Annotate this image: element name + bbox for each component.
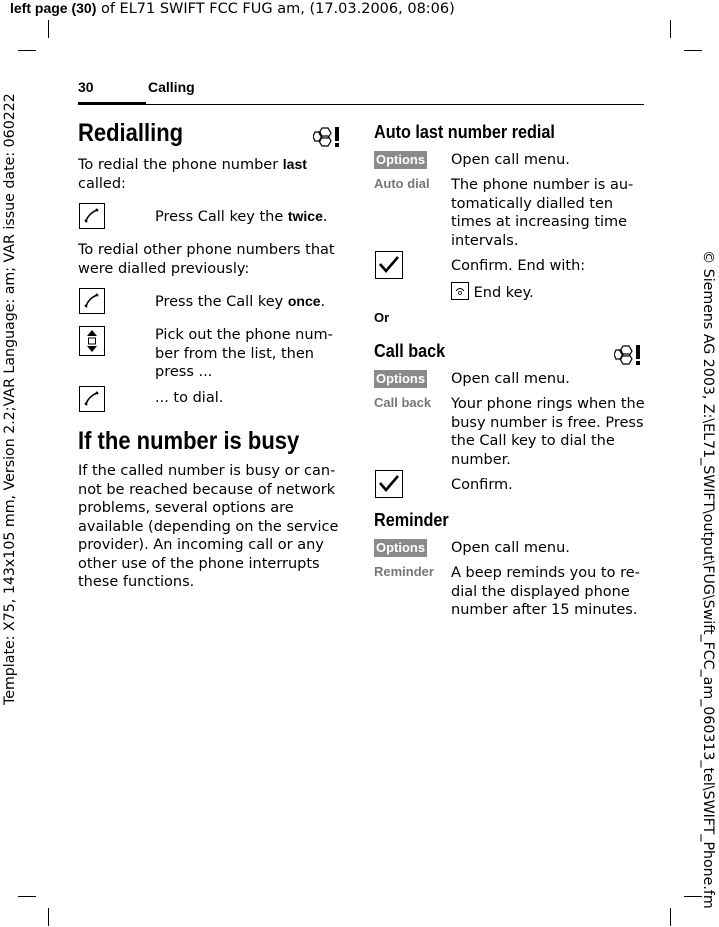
redialling-heading: Redialling — [78, 119, 184, 147]
auto-endkey-line — [451, 282, 643, 303]
auto-dial-text: The phone number is au-tomatically dialled ten times at increasing time intervals. — [451, 177, 634, 249]
call-back-heading: Call back — [374, 341, 446, 361]
confirm-key-icon — [375, 251, 403, 279]
end-key-icon — [451, 282, 469, 300]
step-to-dial: ... to dial. — [155, 390, 224, 406]
copyright-margin-text: © Siemens AG 2003, Z:\EL71_SWIFT\output\FUG\Swift_FCC_am_060313_tel\SWIFT_Phone.fm — [700, 250, 716, 909]
page-title: Calling — [148, 79, 195, 95]
page-number: 30 — [78, 79, 94, 95]
network-service-icon — [313, 124, 343, 150]
call-back-text: Your phone rings when the busy number is free. Press the Call key to dial the number. — [451, 396, 645, 468]
step-press-once-bold: once — [287, 293, 321, 309]
step-press-twice-post: . — [322, 209, 328, 225]
call-key-icon — [79, 203, 105, 229]
navigation-key-icon — [79, 326, 105, 356]
step-press-twice-pre: Press Call key the — [155, 209, 288, 225]
cb-options-text: Open call menu. — [451, 371, 570, 387]
step-press-once-post: . — [320, 294, 326, 310]
call-back-label: Call back — [374, 395, 432, 410]
reminder-label: Reminder — [374, 564, 434, 579]
crop-mark — [670, 20, 671, 38]
auto-options-text: Open call menu. — [451, 152, 570, 168]
redial-intro — [78, 155, 340, 193]
reminder-heading: Reminder — [374, 510, 449, 530]
confirm-key-icon — [375, 470, 403, 498]
auto-dial-label: Auto dial — [374, 176, 430, 191]
options-softkey: Options — [376, 152, 426, 167]
cb-confirm-text: Confirm. — [451, 477, 513, 493]
options-softkey: Options — [376, 371, 426, 386]
crop-mark — [670, 908, 671, 926]
print-header-info: of EL71 SWIFT FCC FUG am, (17.03.2006, 08:06) — [96, 1, 455, 17]
header-bar — [78, 102, 146, 105]
crop-mark — [48, 908, 49, 926]
auto-endkey-text: End key. — [473, 285, 534, 301]
print-header — [10, 0, 455, 17]
redial-intro-bold: last — [282, 156, 307, 172]
step-press-once-pre: Press the Call key — [155, 294, 288, 310]
crop-mark — [18, 896, 36, 897]
step-press-twice-bold: twice — [287, 208, 323, 224]
step-press-once — [155, 292, 345, 312]
crop-mark — [48, 20, 49, 38]
print-header-page: left page (30) — [10, 0, 97, 16]
template-margin-text: Template: X75, 143x105 mm, Version 2.2;VAR Language: am; VAR issue date: 060222 — [2, 93, 18, 705]
rem-options-text: Open call menu. — [451, 540, 570, 556]
crop-mark — [684, 50, 702, 51]
network-service-icon — [614, 342, 644, 368]
busy-heading: If the number is busy — [78, 427, 300, 455]
step-pick-number: Pick out the phone num-ber from the list, then press ... — [155, 327, 333, 380]
step-press-twice — [155, 207, 345, 227]
call-key-icon — [79, 386, 105, 412]
auto-redial-heading: Auto last number redial — [374, 122, 555, 142]
reminder-text: A beep reminds you to re-dial the displayed phone number after 15 minutes. — [451, 565, 640, 618]
header-rule — [78, 104, 644, 105]
or-label: Or — [374, 310, 390, 325]
auto-confirm-text: Confirm. End with: — [451, 258, 586, 274]
other-numbers-intro: To redial other phone numbers that were dialled previously: — [78, 242, 335, 277]
crop-mark — [18, 50, 36, 51]
call-key-icon — [79, 288, 105, 314]
redial-intro-pre: To redial the phone number — [78, 157, 283, 173]
options-softkey: Options — [376, 540, 426, 555]
busy-text: If the called number is busy or can-not be reached because of network problems, several options are available (depending on the service provider). An incoming call or any other use of the phone interrupts these functions. — [78, 463, 339, 590]
redial-intro-post: called: — [78, 175, 126, 192]
